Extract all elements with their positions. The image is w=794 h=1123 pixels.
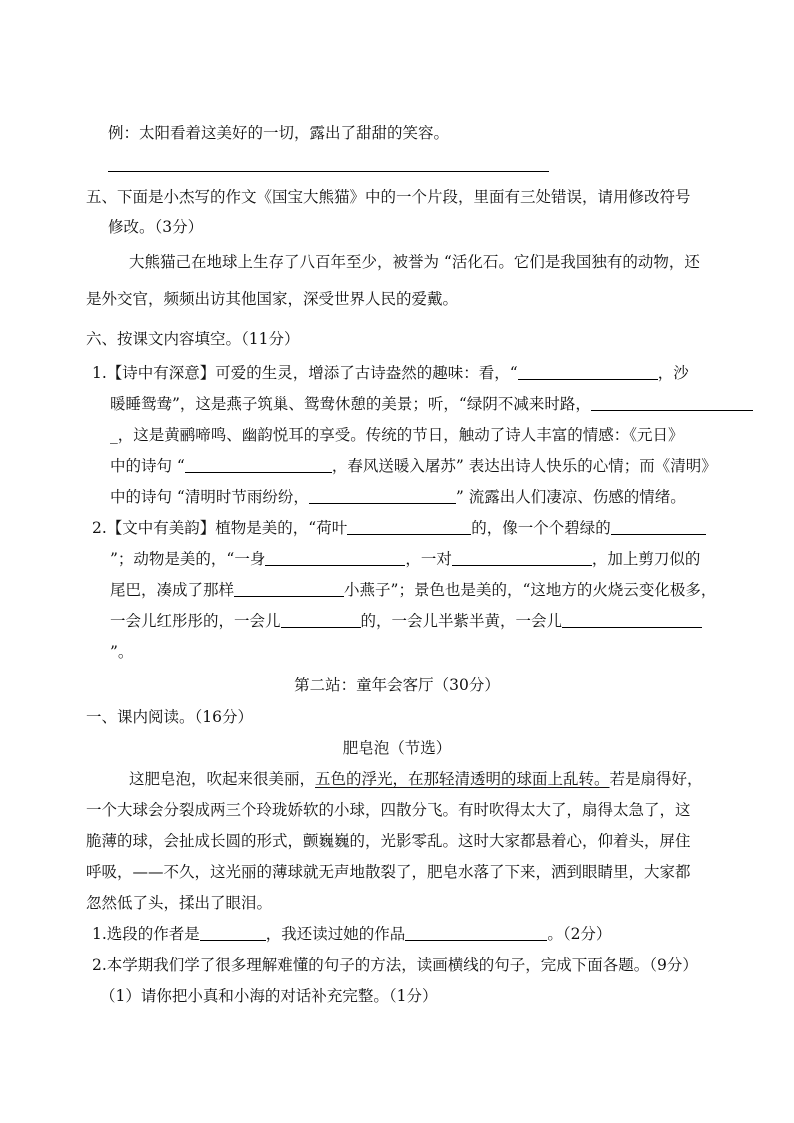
q2-line-5: ”。: [110, 643, 134, 661]
reading-title: 一、课内阅读。（16分）: [86, 708, 253, 726]
q1-text: 中的诗句 “清明时节雨纷纷，: [110, 488, 309, 506]
passage-title: 肥皂泡（节选）: [342, 739, 452, 757]
q2-text: 一会儿红彤彤的，一会儿: [110, 612, 281, 630]
q1-text: 暖睡鸳鸯”，这是燕子筑巢、鸳鸯休憩的美景；听，“绿阴不减来时路，: [110, 395, 591, 413]
q2-line-1: [92, 517, 706, 539]
q2-text: ”；动物是美的，“一身: [110, 550, 266, 568]
q2-text: ，加上剪刀似的: [591, 550, 701, 568]
fill-blank[interactable]: [591, 395, 753, 411]
passage-line-1: [129, 768, 703, 790]
q2-text: 小燕子”；景色也是美的，“这地方的火烧云变化极多，: [344, 581, 717, 599]
passage-line-2: 一个大球会分裂成两三个玲珑娇软的小球，四散分飞。有时吹得太大了，扇得太急了，这: [86, 801, 691, 819]
q2-line-2: [110, 548, 700, 570]
q1-line-3: _，这是黄鹂啼鸣、幽韵悦耳的享受。传统的节日，触动了诗人丰富的情感：《元日》: [110, 426, 684, 444]
passage-text: 这肥皂泡，吹起来很美丽，: [129, 770, 316, 788]
station-2-title: 第二站：童年会客厅（30分）: [294, 676, 500, 694]
q1-line-5: [110, 486, 686, 508]
fill-blank[interactable]: [518, 364, 658, 380]
q-text: 。（2分）: [547, 925, 612, 943]
q1-line-4: [110, 455, 717, 477]
fill-blank[interactable]: [562, 612, 702, 628]
reading-q2-sub1: （1）请你把小真和小海的对话补充完整。（1分）: [100, 987, 438, 1005]
q2-text: 2.【文中有美韵】植物是美的，“荷叶: [92, 519, 348, 537]
answer-blank-line[interactable]: [108, 171, 549, 172]
q-text: 1.选段的作者是: [92, 925, 200, 943]
fill-blank[interactable]: [185, 457, 332, 473]
q2-text: 的，一会儿半紫半黄，一会儿: [360, 612, 563, 630]
fill-blank[interactable]: [452, 550, 592, 566]
example-sentence: 例：太阳看着这美好的一切，露出了甜甜的笑容。: [108, 124, 450, 142]
fill-blank[interactable]: [281, 612, 361, 628]
q1-text: 1.【诗中有深意】可爱的生灵，增添了古诗盎然的趣味：看，“: [92, 364, 518, 382]
q2-text: ，一对: [405, 550, 452, 568]
reading-q1: [92, 923, 611, 945]
q1-line-1: [92, 362, 689, 384]
q1-line-2: [110, 393, 753, 415]
q2-line-4: [110, 610, 702, 632]
q1-text: 中的诗句 “: [110, 457, 185, 475]
passage-line-5: 忽然低了头，揉出了眼泪。: [86, 894, 273, 912]
fill-blank[interactable]: [309, 488, 456, 504]
reading-q2: 2.本学期我们学了很多理解难懂的句子的方法，读画横线的句子，完成下面各题。（9分）: [92, 956, 698, 974]
section-5-title: 五、下面是小杰写的作文《国宝大熊猫》中的一个片段，里面有三处错误，请用修改符号: [86, 188, 691, 206]
fill-blank[interactable]: [347, 519, 471, 535]
fill-blank[interactable]: [611, 519, 706, 535]
passage-line-3: 脆薄的球，会扯成长圆的形式，颤巍巍的，光影零乱。这时大家都悬着心，仰着头，屏住: [86, 832, 691, 850]
fill-blank[interactable]: [234, 581, 344, 597]
section-5-paragraph-line-2: 是外交官，频频出访其他国家，深受世界人民的爱戴。: [86, 290, 459, 308]
fill-blank[interactable]: [200, 925, 266, 941]
q1-text: ，春风送暖入屠苏” 表达出诗人快乐的心情；而《清明》: [331, 457, 717, 475]
section-6-title: 六、按课文内容填空。（11分）: [86, 330, 300, 348]
q-text: ，我还读过她的作品: [265, 925, 406, 943]
q2-text: 尾巴，凑成了那样: [110, 581, 235, 599]
section-5-title-cont: 修改。（3分）: [108, 218, 204, 236]
q1-text: ” 流露出人们凄凉、伤感的情绪。: [455, 488, 686, 506]
q1-text: ，沙: [657, 364, 689, 382]
section-5-paragraph-line-1: 大熊猫己在地球上生存了八百年至少，被誉为 “活化石。它们是我国独有的动物，还: [129, 253, 700, 271]
passage-text: 若是扇得好，: [609, 770, 703, 788]
underlined-sentence: 五色的浮光，在那轻清透明的球面上乱转。: [315, 770, 610, 788]
fill-blank[interactable]: [265, 550, 405, 566]
fill-blank[interactable]: [405, 925, 547, 941]
q2-line-3: [110, 579, 716, 601]
passage-line-4: 呼吸，——不久，这光丽的薄球就无声地散裂了，肥皂水落了下来，洒到眼睛里，大家都: [86, 863, 691, 881]
q2-text: 的，像一个个碧绿的: [471, 519, 611, 537]
